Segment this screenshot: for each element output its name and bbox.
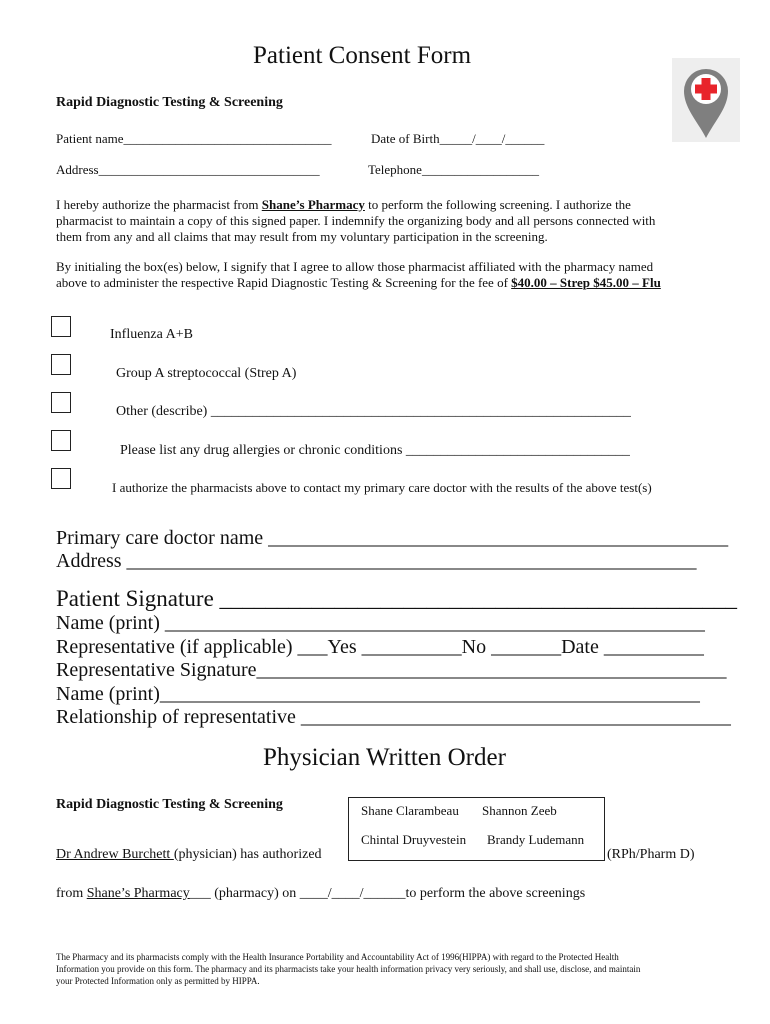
representative-signature-field[interactable]: Representative Signature_______________________________________________ bbox=[56, 659, 727, 681]
relationship-field[interactable]: Relationship of representative ___________________________________________ bbox=[56, 706, 731, 728]
option-allergies[interactable]: Please list any drug allergies or chronic conditions ________________________________ bbox=[120, 443, 630, 458]
authorization-line-1: I hereby authorize the pharmacist from Shane’s Pharmacy to perform the following screening. I authorize the bbox=[56, 197, 631, 212]
authorization-paragraph bbox=[56, 197, 655, 245]
pharmacist-role: (RPh/Pharm D) bbox=[607, 847, 695, 862]
page-title: Patient Consent Form bbox=[253, 42, 472, 69]
initial-line-1: By initialing the box(es) below, I signify that I agree to allow those pharmacist affiliated with the pharmacy named bbox=[56, 259, 654, 274]
authorization-line-3: them from any and all claims that may result from my voluntary participation in the screening. bbox=[56, 229, 548, 244]
map-pin-cross-icon bbox=[672, 58, 740, 142]
checkbox-other[interactable] bbox=[51, 392, 71, 413]
checkbox-contact-doctor[interactable] bbox=[51, 468, 71, 489]
pharmacist-name: Shane Clarambeau bbox=[361, 803, 459, 818]
hipaa-line-1: The Pharmacy and its pharmacists comply with the Health Insurance Portability and Accountability Act of 1996(HIPPA) with regard to the Protected Health bbox=[56, 952, 619, 962]
telephone-field[interactable]: Telephone__________________ bbox=[368, 162, 539, 177]
physician-name: Dr Andrew Burchett bbox=[56, 847, 174, 862]
physician-authorized-line: Dr Andrew Burchett (physician) has authorized bbox=[56, 847, 322, 862]
checkbox-strep-a[interactable] bbox=[51, 354, 71, 375]
pharmacy-logo bbox=[672, 58, 740, 142]
patient-name-field[interactable]: Patient name________________________________ bbox=[56, 131, 332, 146]
option-strep-a: Group A streptococcal (Strep A) bbox=[116, 366, 297, 381]
physician-order-title: Physician Written Order bbox=[263, 744, 506, 771]
option-other[interactable]: Other (describe) ____________________________________________________________ bbox=[116, 404, 631, 419]
hipaa-notice bbox=[56, 951, 640, 987]
primary-care-doctor-field[interactable]: Primary care doctor name ______________________________________________ bbox=[56, 527, 729, 549]
option-contact-doctor: I authorize the pharmacists above to contact my primary care doctor with the results of the above test(s) bbox=[112, 480, 652, 495]
checkbox-allergies[interactable] bbox=[51, 430, 71, 451]
patient-signature-field[interactable]: Patient Signature _____________________________________________ bbox=[56, 586, 738, 611]
checkbox-influenza[interactable] bbox=[51, 316, 71, 337]
date-of-birth-field[interactable]: Date of Birth_____/____/______ bbox=[371, 131, 545, 146]
from-pharmacy-name: Shane’s Pharmacy bbox=[86, 886, 190, 901]
hipaa-line-3: your Protected Information only as permitted by HIPPA. bbox=[56, 976, 260, 986]
form-subtitle: Rapid Diagnostic Testing & Screening bbox=[56, 95, 283, 110]
initial-paragraph bbox=[56, 259, 661, 291]
pharmacist-name: Brandy Ludemann bbox=[487, 832, 585, 847]
pharmacy-name: Shane’s Pharmacy bbox=[261, 197, 365, 212]
patient-name-print-field[interactable]: Name (print) ______________________________________________________ bbox=[56, 612, 705, 634]
hipaa-line-2: Information you provide on this form. The pharmacy and its pharmacists take your health information privacy very seriously, and shall use, disclose, and maintain bbox=[56, 964, 641, 974]
representative-field[interactable]: Representative (if applicable) ___Yes __________No _______Date __________ bbox=[56, 636, 704, 658]
from-pharmacy-line[interactable]: from Shane’s Pharmacy___ (pharmacy) on ____/____/______to perform the above screenings bbox=[56, 886, 586, 901]
initial-line-2: above to administer the respective Rapid Diagnostic Testing & Screening for the fee of $40.00 – Strep $45.00 – Flu bbox=[56, 275, 661, 290]
pharmacist-name: Shannon Zeeb bbox=[482, 803, 557, 818]
option-influenza: Influenza A+B bbox=[110, 327, 193, 342]
address-field[interactable]: Address__________________________________ bbox=[56, 162, 320, 177]
physician-order-subtitle: Rapid Diagnostic Testing & Screening bbox=[56, 797, 283, 812]
representative-name-print-field[interactable]: Name (print)______________________________________________________ bbox=[56, 683, 700, 705]
fee-text: $40.00 – Strep $45.00 – Flu bbox=[511, 275, 661, 290]
pharmacist-name: Chintal Druyvestein bbox=[361, 832, 467, 847]
doctor-address-field[interactable]: Address _________________________________________________________ bbox=[56, 550, 697, 572]
authorization-line-2: pharmacist to maintain a copy of this signed paper. I indemnify the organizing body and all persons connected with bbox=[56, 213, 656, 228]
